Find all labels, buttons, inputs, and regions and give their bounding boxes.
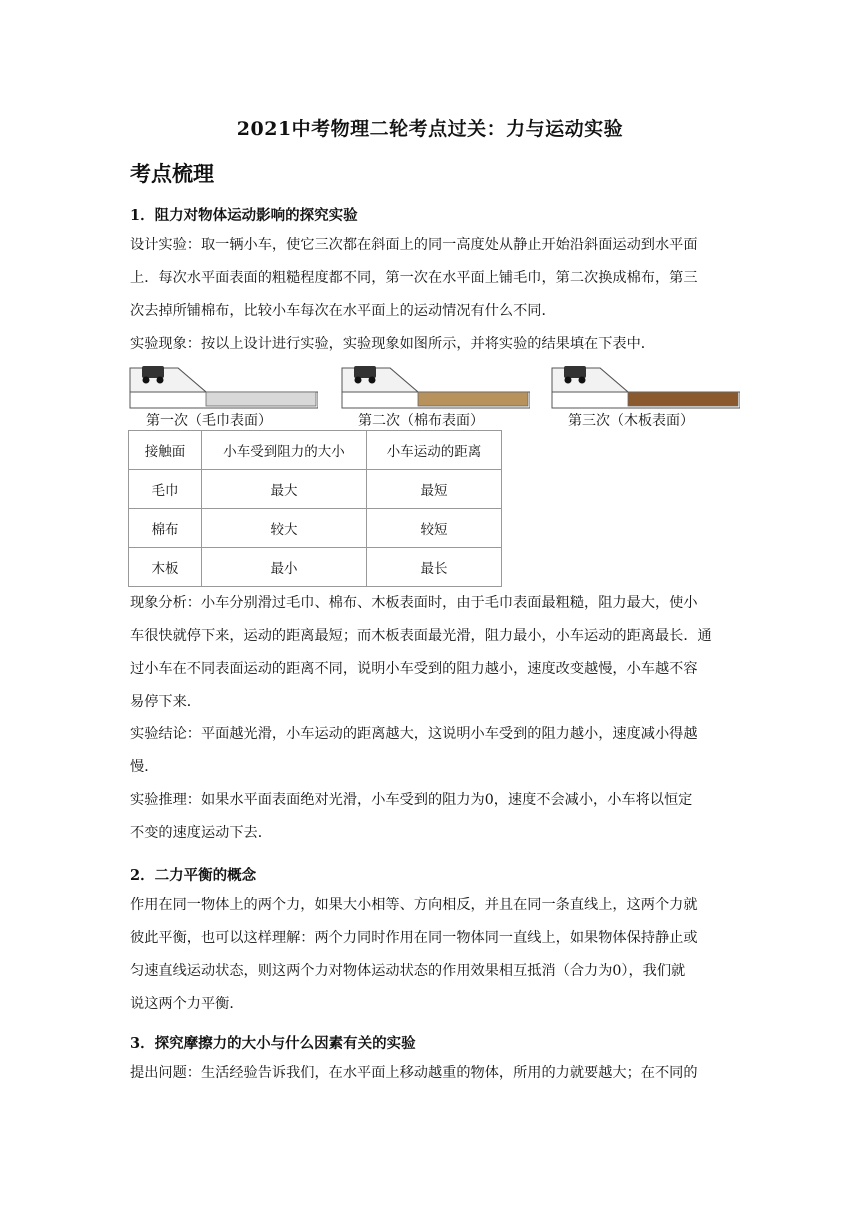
table-cell: 最长 <box>367 548 502 587</box>
table-header-cell: 接触面 <box>129 431 202 470</box>
table-row <box>129 509 502 548</box>
text-line: 实验现象：按以上设计进行实验，实验现象如图所示，并将实验的结果填在下表中． <box>130 336 655 352</box>
experiment-figures <box>128 362 748 432</box>
text-line: 过小车在不同表面运动的距离不同，说明小车受到的阻力越小，速度改变越慢，小车越不容 <box>130 661 698 677</box>
document-title: 2021中考物理二轮考点过关：力与运动实验 <box>236 118 624 140</box>
item1-analysis-paragraph <box>130 587 734 719</box>
table-header-cell: 小车受到阻力的大小 <box>202 431 367 470</box>
incline-diagram-wood <box>550 362 740 412</box>
text-line: 设计实验：取一辆小车，使它三次都在斜面上的同一高度处从静止开始沿斜面运动到水平面 <box>130 237 698 253</box>
text-line: 作用在同一物体上的两个力，如果大小相等、方向相反，并且在同一条直线上，这两个力就 <box>130 897 698 913</box>
figure-wood <box>550 362 740 432</box>
item1-inference-paragraph <box>130 784 734 850</box>
table-cell: 毛巾 <box>129 470 202 509</box>
text-line: 实验推理：如果水平面表面绝对光滑，小车受到的阻力为0，速度不会减小，小车将以恒定 <box>130 792 693 808</box>
figure-caption-towel: 第一次（毛巾表面） <box>146 413 272 429</box>
text-line: 不变的速度运动下去． <box>130 825 272 841</box>
item1-conclusion-paragraph <box>130 718 734 784</box>
text-line: 实验结论：平面越光滑，小车运动的距离越大，这说明小车受到的阻力越小，速度减小得越 <box>130 726 698 742</box>
incline-diagram-towel <box>128 362 318 412</box>
table-cell: 木板 <box>129 548 202 587</box>
item2-heading: 2．二力平衡的概念 <box>130 867 257 884</box>
text-line: 现象分析：小车分别滑过毛巾、棉布、木板表面时，由于毛巾表面最粗糙，阻力最大，使小 <box>130 595 698 611</box>
table-row <box>129 470 502 509</box>
section-heading: 考点梳理 <box>130 161 214 186</box>
item1-design-paragraph <box>130 229 734 328</box>
item3-heading: 3．探究摩擦力的大小与什么因素有关的实验 <box>130 1035 416 1052</box>
table-cell: 最小 <box>202 548 367 587</box>
table-row <box>129 548 502 587</box>
figure-caption-wood: 第三次（木板表面） <box>568 413 694 429</box>
figure-cotton <box>340 362 530 432</box>
item1-heading: 1．阻力对物体运动影响的探究实验 <box>130 207 358 224</box>
item2-paragraph <box>130 889 734 1021</box>
item3-paragraph <box>130 1057 734 1090</box>
text-line: 说这两个力平衡． <box>130 996 244 1012</box>
text-line: 慢． <box>130 759 159 775</box>
figure-towel <box>128 362 318 432</box>
table-cell: 较大 <box>202 509 367 548</box>
text-line: 提出问题：生活经验告诉我们，在水平面上移动越重的物体，所用的力就要越大；在不同的 <box>130 1065 698 1081</box>
text-line: 匀速直线运动状态，则这两个力对物体运动状态的作用效果相互抵消（合力为0），我们就 <box>130 963 686 979</box>
results-table <box>128 430 502 587</box>
text-line: 易停下来． <box>130 694 201 710</box>
incline-diagram-cotton <box>340 362 530 412</box>
table-header-cell: 小车运动的距离 <box>367 431 502 470</box>
text-line: 车很快就停下来，运动的距离最短；而木板表面最光滑，阻力最小，小车运动的距离最长．通 <box>130 628 712 644</box>
text-line: 次去掉所铺棉布，比较小车每次在水平面上的运动情况有什么不同． <box>130 303 556 319</box>
table-cell: 棉布 <box>129 509 202 548</box>
table-header-row <box>129 431 502 470</box>
table-cell: 较短 <box>367 509 502 548</box>
text-line: 彼此平衡，也可以这样理解：两个力同时作用在同一物体同一直线上，如果物体保持静止或 <box>130 930 698 946</box>
table-cell: 最大 <box>202 470 367 509</box>
table-cell: 最短 <box>367 470 502 509</box>
text-line: 上．每次水平面表面的粗糙程度都不同，第一次在水平面上铺毛巾，第二次换成棉布，第三 <box>130 270 698 286</box>
figure-caption-cotton: 第二次（棉布表面） <box>358 413 484 429</box>
item1-phenomenon-paragraph <box>130 328 734 361</box>
